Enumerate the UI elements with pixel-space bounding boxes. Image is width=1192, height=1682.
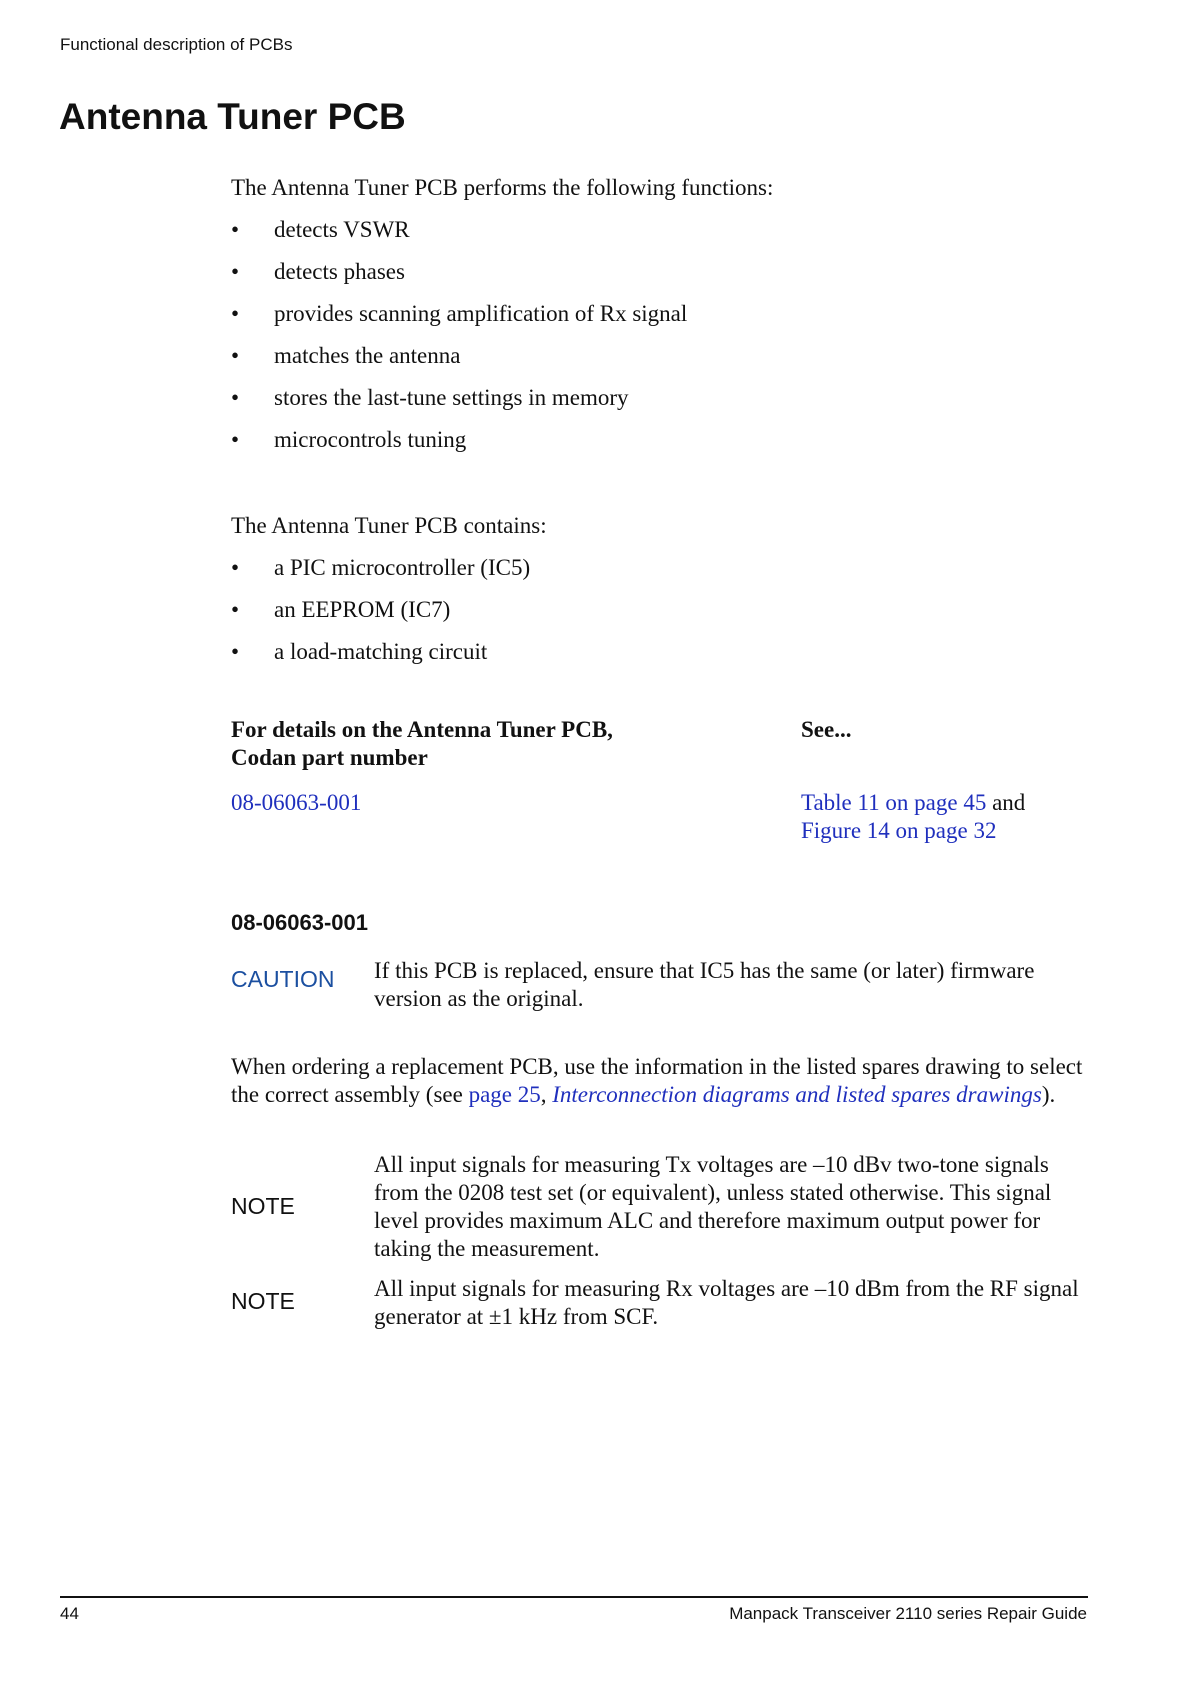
details-table-header-see: See... — [801, 717, 852, 742]
list-item-text: a load-matching circuit — [274, 639, 488, 664]
ordering-paragraph — [231, 1053, 1091, 1109]
bullet-marker: • — [231, 597, 240, 622]
bullet-marker: • — [231, 639, 240, 664]
reference-and: and — [986, 790, 1026, 815]
details-header-line1: For details on the Antenna Tuner PCB, — [231, 717, 613, 742]
list-item-text: detects phases — [274, 259, 405, 284]
list-item-text: detects VSWR — [274, 217, 410, 242]
bullet-marker: • — [231, 555, 240, 580]
guide-title: Manpack Transceiver 2110 series Repair Guide — [729, 1604, 1087, 1623]
caution-label: CAUTION — [231, 966, 335, 992]
details-header-line2: Codan part number — [231, 745, 428, 770]
list-item-text: microcontrols tuning — [274, 427, 467, 452]
list-item-text: stores the last-tune settings in memory — [274, 385, 629, 410]
page-25-link[interactable]: page 25 — [468, 1082, 541, 1107]
ordering-text-start: When ordering a replacement PCB, use the information in the listed spares drawing to select the correct assembly (see — [231, 1054, 1083, 1107]
bullet-marker: • — [231, 217, 240, 242]
bullet-marker: • — [231, 343, 240, 368]
note-text: All input signals for measuring Tx voltages are –10 dBv two-tone signals from the 0208 test set (or equivalent), unless stated otherwise. This signal level provides maximum ALC and therefore maximum output power for taking the measurement. — [374, 1152, 1052, 1261]
list-item-text: matches the antenna — [274, 343, 461, 368]
note-label: NOTE — [231, 1193, 295, 1219]
figure-14-link[interactable]: Figure 14 on page 32 — [801, 818, 997, 843]
ordering-text-end: ). — [1041, 1082, 1056, 1107]
ordering-comma: , — [540, 1082, 553, 1107]
part-number-link[interactable]: 08-06063-001 — [231, 790, 362, 815]
bullet-marker: • — [231, 427, 240, 452]
table-11-link[interactable]: Table 11 on page 45 — [801, 790, 987, 815]
note-text: All input signals for measuring Rx voltages are –10 dBm from the RF signal generator at ±1 kHz from SCF. — [374, 1276, 1079, 1329]
functions-intro: The Antenna Tuner PCB performs the following functions: — [231, 175, 774, 200]
bullet-marker: • — [231, 385, 240, 410]
note-label: NOTE — [231, 1288, 295, 1314]
page-title: Antenna Tuner PCB — [59, 96, 406, 137]
bullet-marker: • — [231, 259, 240, 284]
interconnection-diagrams-link[interactable]: Interconnection diagrams and listed spares drawings — [552, 1082, 1042, 1107]
page-number: 44 — [60, 1604, 79, 1623]
list-item-text: a PIC microcontroller (IC5) — [274, 555, 531, 580]
list-item-text: an EEPROM (IC7) — [274, 597, 451, 622]
details-reference — [801, 789, 1121, 845]
bullet-marker: • — [231, 301, 240, 326]
caution-text: If this PCB is replaced, ensure that IC5 has the same (or later) firmware version as the original. — [374, 958, 1035, 1011]
list-item-text: provides scanning amplification of Rx signal — [274, 301, 688, 326]
details-table-header-part — [231, 716, 711, 772]
footer-divider — [60, 1596, 1088, 1598]
contents-intro: The Antenna Tuner PCB contains: — [231, 513, 547, 538]
running-header: Functional description of PCBs — [60, 35, 293, 54]
part-section-heading: 08-06063-001 — [231, 910, 369, 935]
